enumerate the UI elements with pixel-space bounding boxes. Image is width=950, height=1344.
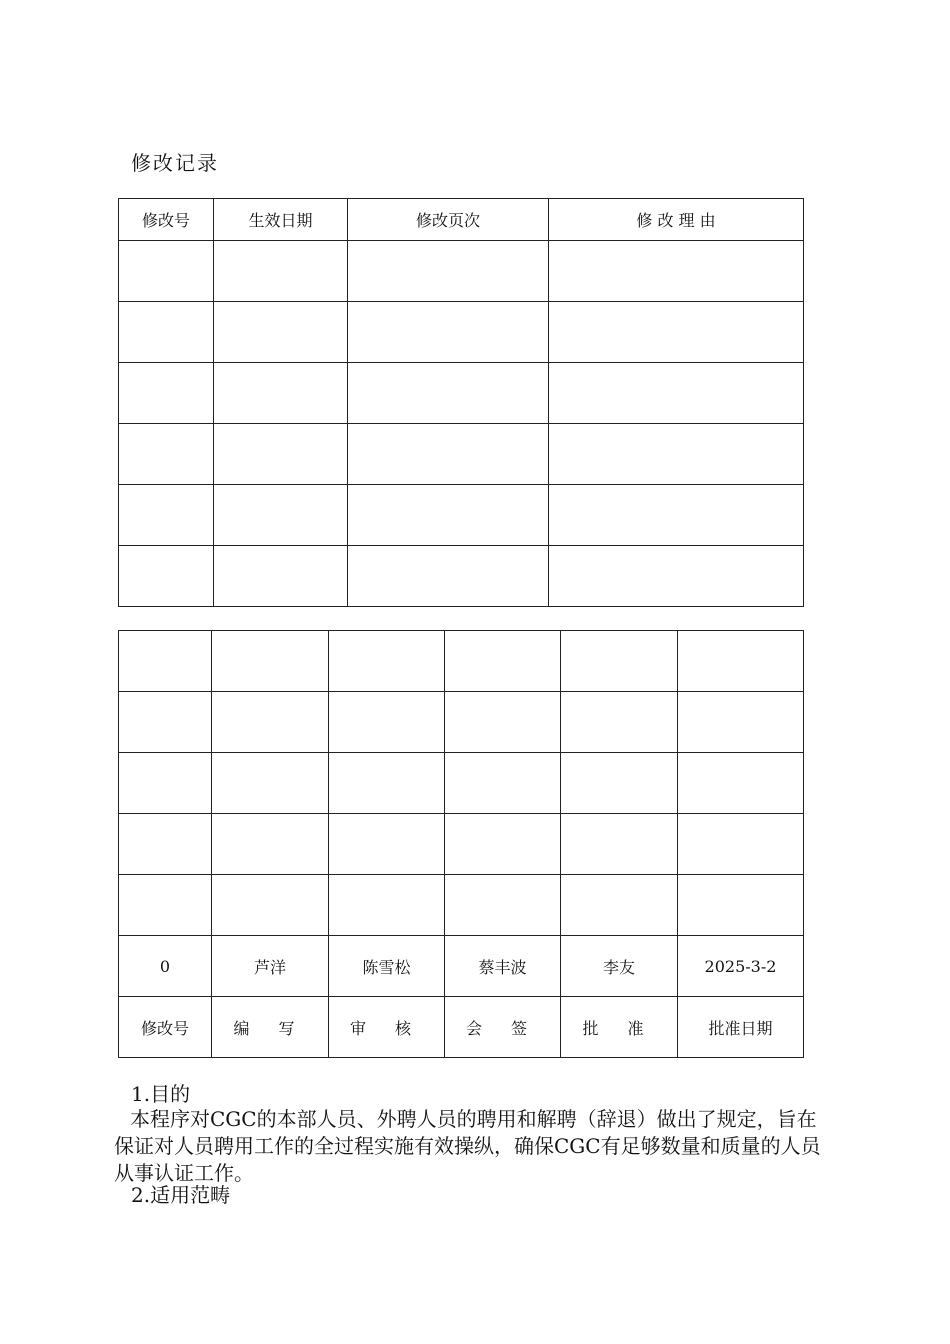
revision-no-value: 0: [119, 936, 212, 997]
table-row: [119, 485, 804, 546]
table-row: [119, 363, 804, 424]
table-header-row: [119, 199, 804, 241]
header-effective-date: 生效日期: [214, 199, 348, 241]
labels-row: [119, 997, 804, 1058]
table-row: [119, 814, 804, 875]
section-1-paragraph: [114, 1106, 824, 1187]
values-row: [119, 936, 804, 997]
author-label: 编 写: [212, 997, 329, 1058]
reviewer-value: 陈雪松: [329, 936, 445, 997]
table-row: [119, 875, 804, 936]
approver-label: 批 准: [561, 997, 678, 1058]
header-revised-pages: 修改页次: [348, 199, 549, 241]
author-value: 芦洋: [212, 936, 329, 997]
section-1-heading: 1.目的: [131, 1082, 191, 1106]
countersign-value: 蔡丰波: [445, 936, 561, 997]
section-2-heading: 2.适用范畴: [131, 1183, 231, 1207]
revision-no-label: 修改号: [119, 997, 212, 1058]
header-revision-no: 修改号: [119, 199, 214, 241]
header-revision-reason: 修 改 理 由: [549, 199, 804, 241]
approver-value: 李友: [561, 936, 678, 997]
table-row: [119, 692, 804, 753]
countersign-label: 会 签: [445, 997, 561, 1058]
table-row: [119, 424, 804, 485]
table-row: [119, 546, 804, 607]
page-title: 修改记录: [131, 151, 219, 175]
table-row: [119, 241, 804, 302]
approval-date-value: 2025-3-2: [678, 936, 804, 997]
table-row: [119, 302, 804, 363]
table-row: [119, 631, 804, 692]
reviewer-label: 审 核: [329, 997, 445, 1058]
revision-record-table: [118, 198, 804, 607]
section-1-text: 本程序对CGC的本部人员、外聘人员的聘用和解聘（辞退）做出了规定，旨在保证对人员聘用工作的全过程实施有效操纵，确保CGC有足够数量和质量的人员从事认证工作。: [114, 1107, 821, 1185]
approval-table: [118, 630, 804, 1058]
table-row: [119, 753, 804, 814]
approval-date-label: 批准日期: [678, 997, 804, 1058]
